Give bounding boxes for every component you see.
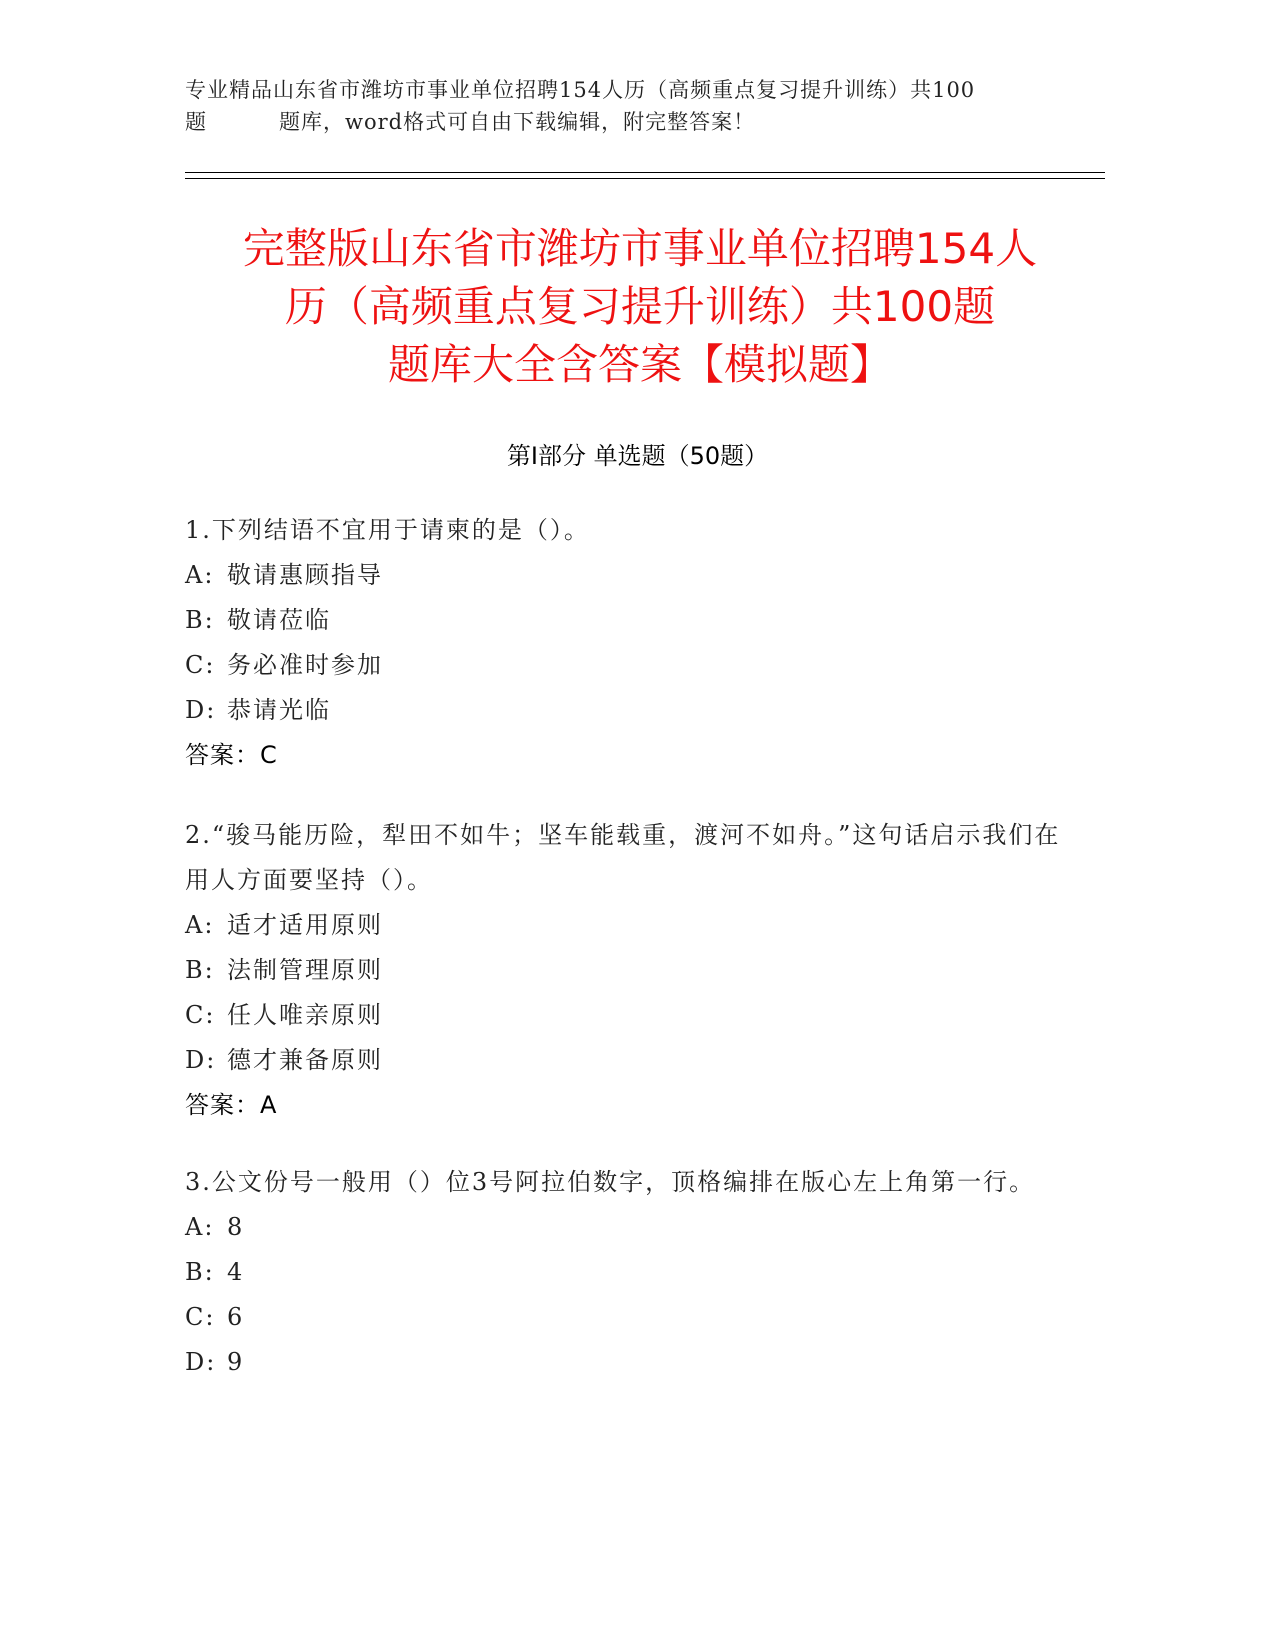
option-letter: A: (185, 561, 215, 589)
option-a (185, 903, 1065, 948)
header-divider-top (185, 172, 1105, 173)
option-text: 8 (227, 1213, 245, 1241)
option-b (185, 598, 1065, 643)
option-letter: B: (185, 956, 215, 984)
option-d (185, 688, 1065, 733)
option-d (185, 1340, 1065, 1385)
header-line-2 (185, 106, 1085, 138)
option-letter: B: (185, 606, 215, 634)
option-text: 务必准时参加 (227, 651, 383, 679)
option-letter: B: (185, 1258, 215, 1286)
option-letter: D: (185, 696, 217, 724)
option-text: 恭请光临 (227, 696, 331, 724)
answer-line: 答案：C (185, 741, 278, 769)
title-line-3: 题库大全含答案【模拟题】 (387, 340, 892, 389)
option-text: 适才适用原则 (227, 911, 383, 939)
option-letter: D: (185, 1348, 217, 1376)
header-divider-bottom (185, 178, 1105, 179)
option-letter: C: (185, 1001, 216, 1029)
option-b (185, 948, 1065, 993)
header-line-1: 专业精品山东省市潍坊市事业单位招聘154人历（高频重点复习提升训练）共100 (185, 78, 976, 102)
option-b (185, 1250, 1065, 1295)
option-a (185, 553, 1065, 598)
option-c (185, 643, 1065, 688)
question-2 (185, 813, 1065, 1128)
option-text: 敬请莅临 (227, 606, 331, 634)
option-text: 9 (227, 1348, 245, 1376)
question-stem: 1.下列结语不宜用于请柬的是（）。 (185, 516, 590, 544)
option-text: 4 (227, 1258, 245, 1286)
header-line-2-start: 题 (185, 110, 207, 134)
document-header (185, 74, 1085, 138)
question-stem: 3.公文份号一般用（）位3号阿拉伯数字，顶格编排在版心左上角第一行。 (185, 1168, 1036, 1196)
option-letter: A: (185, 911, 215, 939)
option-letter: C: (185, 1303, 216, 1331)
option-letter: D: (185, 1046, 217, 1074)
header-line-2-rest: 题库，word格式可自由下载编辑，附完整答案！ (279, 110, 756, 134)
option-text: 法制管理原则 (227, 956, 383, 984)
option-text: 德才兼备原则 (227, 1046, 383, 1074)
option-d (185, 1038, 1065, 1083)
question-1 (185, 508, 1065, 778)
title-line-2: 历（高频重点复习提升训练）共100题 (284, 282, 996, 331)
question-3 (185, 1160, 1065, 1385)
option-c (185, 993, 1065, 1038)
option-letter: A: (185, 1213, 215, 1241)
option-c (185, 1295, 1065, 1340)
option-a (185, 1205, 1065, 1250)
title-line-1: 完整版山东省市潍坊市事业单位招聘154人 (242, 224, 1038, 273)
document-title (160, 220, 1120, 394)
question-stem: 2.“骏马能历险，犁田不如牛；坚车能载重，渡河不如舟。”这句话启示我们在用人方面要坚持（）。 (185, 821, 1061, 894)
section-heading: 第I部分 单选题（50题） (506, 442, 769, 470)
option-text: 任人唯亲原则 (227, 1001, 383, 1029)
option-text: 6 (227, 1303, 245, 1331)
option-text: 敬请惠顾指导 (227, 561, 383, 589)
answer-line: 答案：A (185, 1091, 278, 1119)
option-letter: C: (185, 651, 216, 679)
